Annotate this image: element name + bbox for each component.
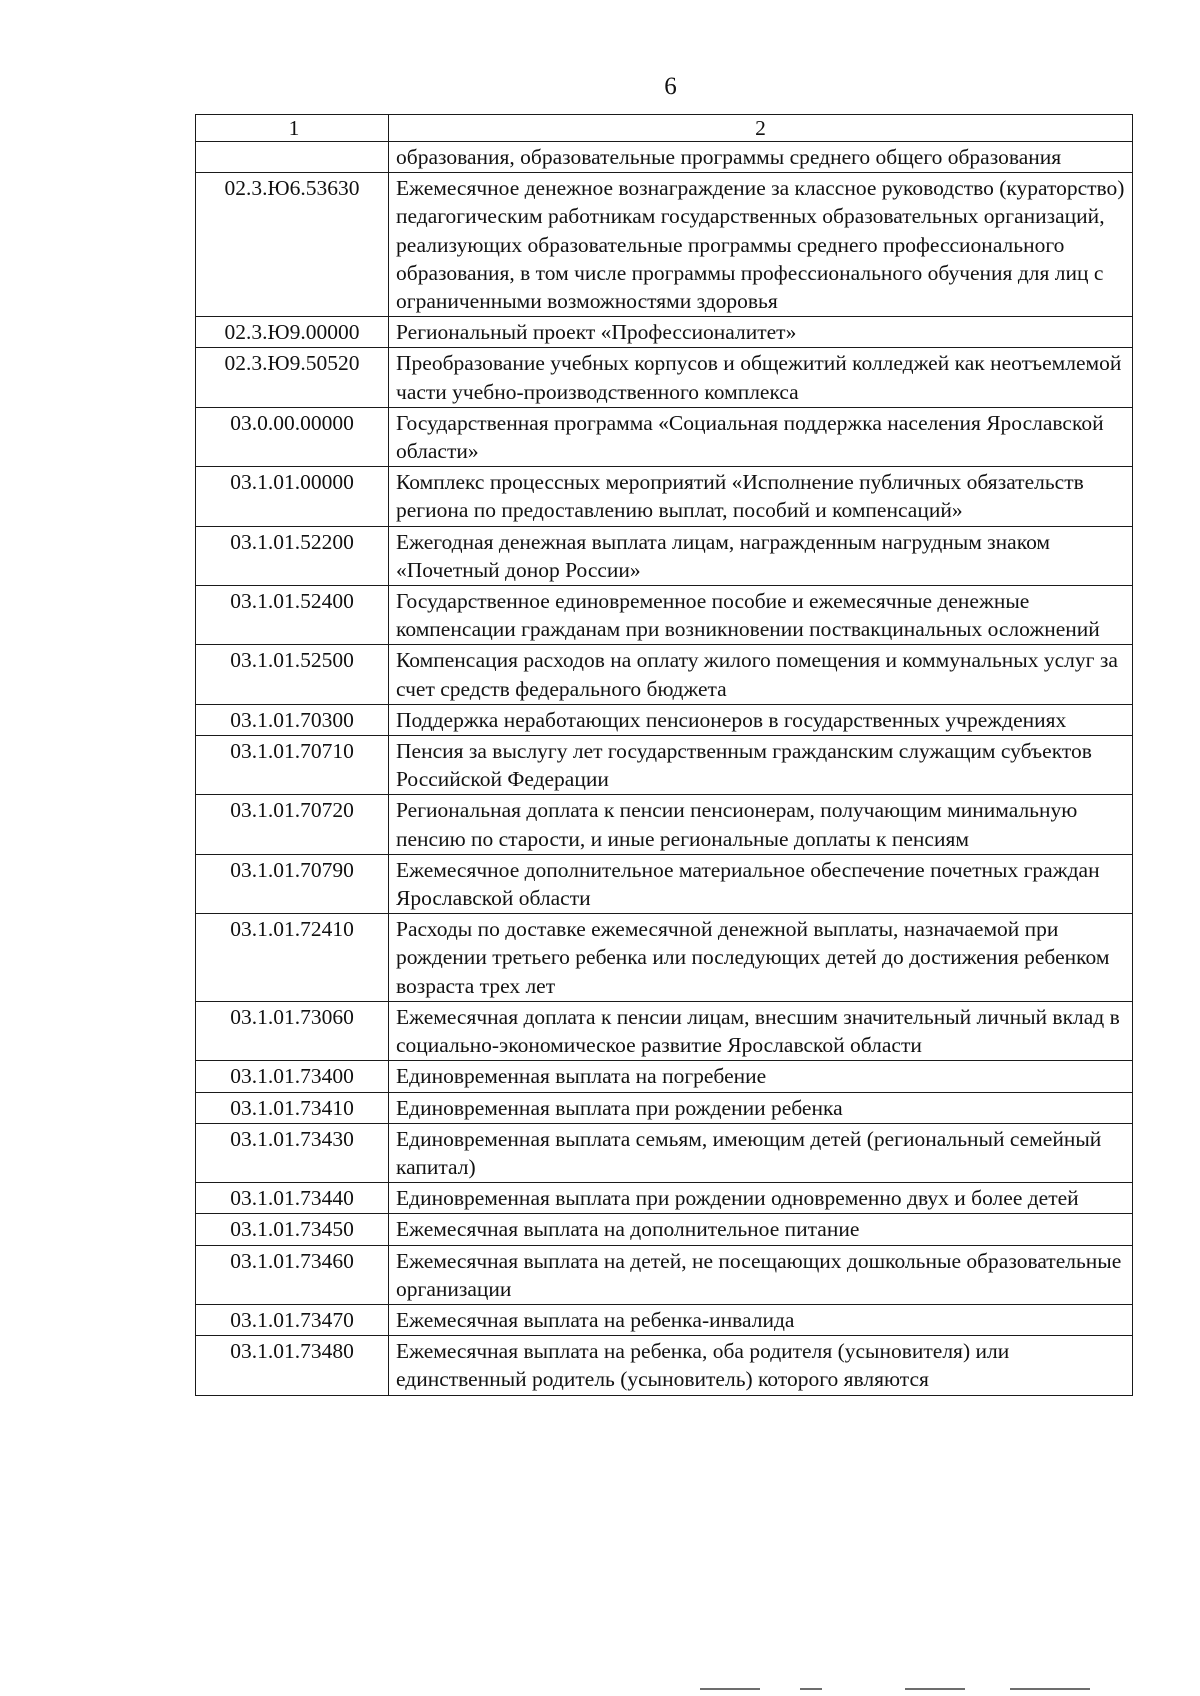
table-row	[196, 1214, 1133, 1245]
row-description-cell: Региональная доплата к пенсии пенсионерам, получающим минимальную пенсию по старости, и иные региональные доплаты к пенсиям	[389, 795, 1133, 854]
row-description-cell: Государственная программа «Социальная поддержка населения Ярославской области»	[389, 407, 1133, 466]
table-row	[196, 1183, 1133, 1214]
row-description-cell: Пенсия за выслугу лет государственным гражданским служащим субъектов Российской Федерации	[389, 736, 1133, 795]
table-row	[196, 142, 1133, 173]
row-code-cell: 02.3.Ю9.00000	[196, 317, 389, 348]
scan-artifact	[800, 1688, 822, 1690]
row-description-cell: Ежемесячная выплата на ребенка, оба родителя (усыновителя) или единственный родитель (усыновитель) которого являются	[389, 1336, 1133, 1395]
table-row	[196, 1336, 1133, 1395]
table-row	[196, 586, 1133, 645]
row-description-cell: Ежемесячная выплата на дополнительное питание	[389, 1214, 1133, 1245]
row-description-cell: Преобразование учебных корпусов и общежитий колледжей как неотъемлемой части учебно-производственного комплекса	[389, 348, 1133, 407]
row-description-cell: Комплекс процессных мероприятий «Исполнение публичных обязательств региона по предоставлению выплат, пособий и компенсаций»	[389, 467, 1133, 526]
table-row	[196, 914, 1133, 1002]
row-code-cell: 03.1.01.70710	[196, 736, 389, 795]
row-description-cell: Единовременная выплата при рождении одновременно двух и более детей	[389, 1183, 1133, 1214]
column-header-2: 2	[389, 115, 1133, 142]
row-code-cell: 03.1.01.73470	[196, 1304, 389, 1335]
row-description-cell: Ежемесячное дополнительное материальное обеспечение почетных граждан Ярославской области	[389, 854, 1133, 913]
table-row	[196, 1061, 1133, 1092]
row-code-cell: 03.1.01.73410	[196, 1092, 389, 1123]
row-description-cell: Ежегодная денежная выплата лицам, награжденным нагрудным знаком «Почетный донор России»	[389, 526, 1133, 585]
row-code-cell: 03.1.01.73430	[196, 1123, 389, 1182]
row-code-cell: 03.1.01.70790	[196, 854, 389, 913]
row-description-cell: Единовременная выплата семьям, имеющим детей (региональный семейный капитал)	[389, 1123, 1133, 1182]
table-row	[196, 736, 1133, 795]
row-code-cell: 02.3.Ю9.50520	[196, 348, 389, 407]
row-description-cell: Ежемесячная выплата на ребенка-инвалида	[389, 1304, 1133, 1335]
table-row	[196, 467, 1133, 526]
table-body	[196, 142, 1133, 1396]
table-row	[196, 317, 1133, 348]
row-code-cell: 03.1.01.73400	[196, 1061, 389, 1092]
row-code-cell: 03.1.01.73440	[196, 1183, 389, 1214]
row-description-cell: Единовременная выплата на погребение	[389, 1061, 1133, 1092]
row-code-cell: 03.1.01.73060	[196, 1001, 389, 1060]
row-description-cell: Расходы по доставке ежемесячной денежной выплаты, назначаемой при рождении третьего ребенка или последующих детей до достижения ребенком возраста трех лет	[389, 914, 1133, 1002]
row-code-cell	[196, 142, 389, 173]
row-code-cell: 03.1.01.73460	[196, 1245, 389, 1304]
table-row	[196, 407, 1133, 466]
table-row	[196, 173, 1133, 317]
table-row	[196, 854, 1133, 913]
table-header-row	[196, 115, 1133, 142]
row-code-cell: 03.0.00.00000	[196, 407, 389, 466]
row-code-cell: 03.1.01.52200	[196, 526, 389, 585]
row-code-cell: 03.1.01.00000	[196, 467, 389, 526]
row-code-cell: 03.1.01.72410	[196, 914, 389, 1002]
row-code-cell: 03.1.01.52500	[196, 645, 389, 704]
budget-classification-table	[195, 114, 1133, 1396]
table-row	[196, 704, 1133, 735]
row-description-cell: Региональный проект «Профессионалитет»	[389, 317, 1133, 348]
row-code-cell: 03.1.01.70300	[196, 704, 389, 735]
table-row	[196, 795, 1133, 854]
table-row	[196, 1245, 1133, 1304]
row-description-cell: Ежемесячное денежное вознаграждение за классное руководство (кураторство) педагогическим работникам государственных образовательных организаций, реализующих образовательные программы среднего профессионального образования, в том числе программы профессионального обучения для лиц с ограниченными возможностями здоровья	[389, 173, 1133, 317]
table-row	[196, 645, 1133, 704]
row-description-cell: Поддержка неработающих пенсионеров в государственных учреждениях	[389, 704, 1133, 735]
row-description-cell: Ежемесячная доплата к пенсии лицам, внесшим значительный личный вклад в социально-экономическое развитие Ярославской области	[389, 1001, 1133, 1060]
column-header-1: 1	[196, 115, 389, 142]
row-code-cell: 03.1.01.70720	[196, 795, 389, 854]
scan-artifact	[1010, 1688, 1090, 1690]
row-description-cell: образования, образовательные программы среднего общего образования	[389, 142, 1133, 173]
table-row	[196, 1001, 1133, 1060]
table-row	[196, 348, 1133, 407]
row-code-cell: 02.3.Ю6.53630	[196, 173, 389, 317]
row-code-cell: 03.1.01.52400	[196, 586, 389, 645]
row-description-cell: Единовременная выплата при рождении ребенка	[389, 1092, 1133, 1123]
page-number: 6	[664, 73, 677, 100]
table-row	[196, 1123, 1133, 1182]
scan-artifact	[905, 1688, 965, 1690]
row-description-cell: Ежемесячная выплата на детей, не посещающих дошкольные образовательные организации	[389, 1245, 1133, 1304]
table-row	[196, 1092, 1133, 1123]
table-row	[196, 1304, 1133, 1335]
scan-artifact	[700, 1688, 760, 1690]
row-description-cell: Компенсация расходов на оплату жилого помещения и коммунальных услуг за счет средств федерального бюджета	[389, 645, 1133, 704]
row-description-cell: Государственное единовременное пособие и ежемесячные денежные компенсации гражданам при возникновении поствакцинальных осложнений	[389, 586, 1133, 645]
table-row	[196, 526, 1133, 585]
row-code-cell: 03.1.01.73450	[196, 1214, 389, 1245]
row-code-cell: 03.1.01.73480	[196, 1336, 389, 1395]
